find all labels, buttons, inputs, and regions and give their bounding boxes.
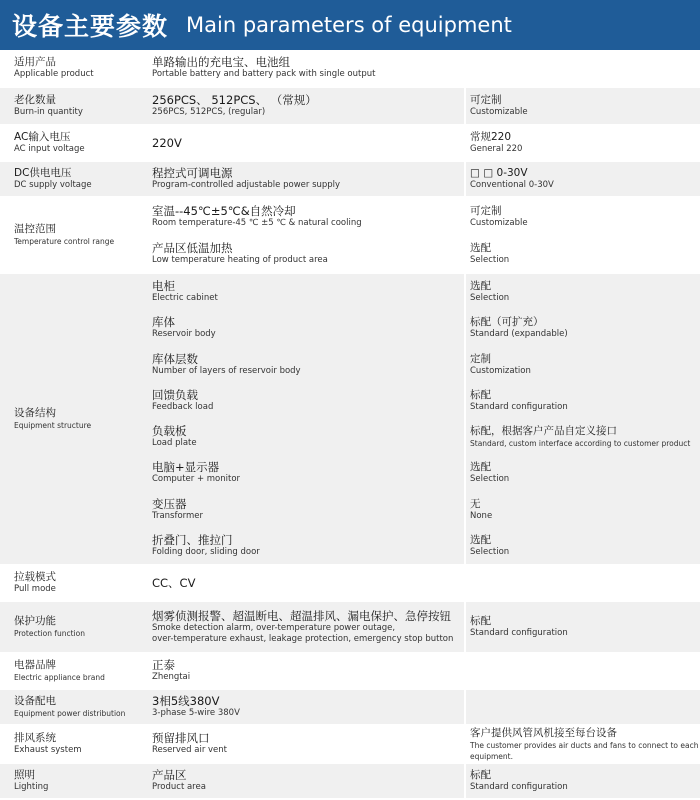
remark-cell — [466, 126, 700, 160]
value-en: Number of layers of reservoir body — [152, 365, 301, 376]
remark-zh: 可定制 — [470, 204, 502, 217]
row-label-zh: DC供电电压 — [14, 167, 72, 179]
remark-cell — [466, 654, 700, 688]
row-values — [148, 198, 700, 272]
value-line — [148, 274, 700, 310]
value-en: Load plate — [152, 438, 197, 449]
value-cell — [148, 347, 466, 383]
remark-zh: 选配 — [470, 280, 491, 293]
row-label-en: Exhaust system — [14, 745, 82, 755]
value-zh: 产品区低温加热 — [152, 240, 233, 255]
value-en: 256PCS, 512PCS, (regular) — [152, 107, 266, 117]
table-row — [0, 126, 700, 162]
row-label-zh: 排风系统 — [14, 732, 56, 744]
value-en: Low temperature heating of product area — [152, 254, 328, 265]
row-label-en: DC supply voltage — [14, 180, 92, 190]
value-line — [148, 50, 700, 86]
row-values — [148, 690, 700, 724]
remark-cell — [466, 50, 700, 86]
value-cell — [148, 690, 466, 724]
remark-zh: 选配 — [470, 241, 491, 254]
remark-en: Selection — [470, 474, 510, 485]
row-values — [148, 764, 700, 798]
remark-zh: 选配 — [470, 461, 491, 474]
row-label — [0, 654, 148, 688]
table-row — [0, 566, 700, 602]
remark-cell — [466, 274, 700, 310]
row-label — [0, 126, 148, 160]
remark-cell — [466, 383, 700, 419]
value-cell — [148, 235, 466, 272]
remark-en: Standard, custom interface according to customer product — [470, 439, 691, 449]
remark-cell — [466, 726, 700, 762]
table-row — [0, 198, 700, 274]
value-line — [148, 235, 700, 272]
row-label-en: Temperature control range — [14, 237, 115, 246]
page-header — [0, 0, 700, 50]
row-values — [148, 126, 700, 160]
remark-en: General 220 — [470, 144, 523, 154]
value-cell — [148, 602, 466, 652]
value-zh: 预留排风口 — [152, 731, 210, 745]
row-values — [148, 654, 700, 688]
remark-zh: 可定制 — [470, 94, 502, 106]
value-cell — [148, 50, 466, 86]
value-en: Transformer — [152, 510, 204, 521]
value-line — [148, 383, 700, 419]
remark-en: Customizable — [470, 107, 528, 117]
value-cell — [148, 492, 466, 528]
value-zh: 负载板 — [152, 424, 187, 439]
value-en: Zhengtai — [152, 672, 191, 682]
page-title-zh: 设备主要参数 — [12, 12, 169, 41]
remark-zh: 常规220 — [470, 131, 512, 143]
parameters-table — [0, 50, 700, 800]
value-line — [148, 492, 700, 528]
remark-en: Selection — [470, 254, 510, 265]
value-line — [148, 419, 700, 455]
value-zh: 折叠门、推拉门 — [152, 532, 233, 547]
row-label-en: Equipment power distribution — [14, 709, 126, 718]
value-line — [148, 566, 700, 600]
row-label-zh: 温控范围 — [14, 223, 56, 235]
value-cell — [148, 455, 466, 491]
table-row — [0, 602, 700, 654]
value-zh: 烟雾侦测报警、超温断电、超温排风、漏电保护、急停按钮 — [152, 608, 451, 623]
value-zh: 电脑+显示器 — [152, 460, 220, 475]
value-line — [148, 764, 700, 798]
remark-cell — [466, 88, 700, 124]
row-label-zh: 照明 — [14, 769, 35, 781]
remark-zh: 标配（可扩充） — [470, 316, 544, 329]
table-row — [0, 690, 700, 726]
row-values — [148, 274, 700, 564]
remark-zh: 定制 — [470, 352, 491, 365]
remark-zh: 标配，根据客户产品自定义接口 — [470, 425, 617, 438]
value-en: Reserved air vent — [152, 745, 228, 755]
row-label — [0, 50, 148, 86]
row-label-zh: 设备配电 — [14, 695, 56, 707]
remark-en: Conventional 0-30V — [470, 180, 554, 190]
value-en: Program-controlled adjustable power supply — [152, 180, 341, 190]
remark-en: Selection — [470, 293, 510, 304]
value-line — [148, 690, 700, 724]
value-en: Computer + monitor — [152, 474, 241, 485]
row-label — [0, 274, 148, 564]
row-label-en: AC input voltage — [14, 144, 85, 154]
remark-zh: 标配 — [470, 615, 491, 627]
table-row — [0, 50, 700, 88]
row-label-zh: AC输入电压 — [14, 131, 71, 143]
value-cell — [148, 654, 466, 688]
row-label-zh: 拉载模式 — [14, 571, 56, 583]
remark-zh: 无 — [470, 497, 481, 510]
remark-cell — [466, 528, 700, 564]
value-en: 3-phase 5-wire 380V — [152, 708, 240, 718]
remark-en: Standard (expandable) — [470, 329, 568, 340]
table-row — [0, 274, 700, 566]
remark-zh: 标配 — [470, 769, 491, 781]
value-zh: CC、CV — [152, 575, 196, 590]
remark-zh: 选配 — [470, 533, 491, 546]
value-line — [148, 455, 700, 491]
value-cell — [148, 566, 466, 600]
remark-zh: 标配 — [470, 388, 491, 401]
value-line — [148, 347, 700, 383]
remark-en: The customer provides air ducts and fans to connect to each equipment. — [470, 740, 699, 761]
remark-cell — [466, 419, 700, 455]
row-label — [0, 726, 148, 762]
value-zh: 库体层数 — [152, 351, 198, 366]
table-row — [0, 726, 700, 764]
table-row — [0, 764, 700, 800]
value-cell — [148, 126, 466, 160]
value-cell — [148, 726, 466, 762]
value-en: Room temperature-45 ℃ ±5 ℃ & natural cooling — [152, 217, 362, 228]
remark-en: Standard configuration — [470, 782, 568, 792]
row-values — [148, 726, 700, 762]
remark-en: Standard configuration — [470, 628, 568, 638]
remark-en: Standard configuration — [470, 401, 568, 412]
value-zh: 变压器 — [152, 496, 187, 511]
row-label-zh: 保护功能 — [14, 615, 56, 627]
value-line — [148, 602, 700, 652]
row-label-en: Equipment structure — [14, 421, 92, 430]
remark-cell — [466, 162, 700, 196]
remark-en: Selection — [470, 546, 510, 557]
value-line — [148, 310, 700, 346]
value-en: Electric cabinet — [152, 293, 218, 304]
value-cell — [148, 274, 466, 310]
remark-cell — [466, 764, 700, 798]
row-label — [0, 566, 148, 600]
value-cell — [148, 419, 466, 455]
value-line — [148, 162, 700, 196]
value-cell — [148, 162, 466, 196]
remark-cell — [466, 347, 700, 383]
remark-zh: 客户提供风管风机接至每台设备 — [470, 726, 617, 739]
value-en: Reservoir body — [152, 329, 216, 340]
value-zh: 3相5线380V — [152, 694, 220, 708]
remark-en: None — [470, 510, 493, 521]
page-title-en: Main parameters of equipment — [186, 13, 512, 37]
value-line — [148, 528, 700, 564]
value-cell — [148, 528, 466, 564]
row-label-en: Protection function — [14, 629, 85, 638]
row-label-zh: 电器品牌 — [14, 659, 56, 671]
row-values — [148, 162, 700, 196]
value-zh: 单路输出的充电宝、电池组 — [152, 55, 290, 69]
value-en: Folding door, sliding door — [152, 546, 260, 557]
value-en: Feedback load — [152, 401, 214, 412]
remark-cell — [466, 566, 700, 600]
row-values — [148, 566, 700, 600]
remark-cell — [466, 492, 700, 528]
value-cell — [148, 88, 466, 124]
remark-cell — [466, 690, 700, 724]
value-cell — [148, 383, 466, 419]
table-row — [0, 88, 700, 126]
row-label-zh: 适用产品 — [14, 56, 56, 68]
row-label-en: Burn-in quantity — [14, 107, 83, 117]
remark-cell — [466, 310, 700, 346]
value-en: Product area — [152, 782, 206, 792]
value-zh: 程控式可调电源 — [152, 166, 233, 180]
row-label-zh: 老化数量 — [14, 94, 56, 106]
value-line — [148, 198, 700, 235]
remark-cell — [466, 235, 700, 272]
remark-cell — [466, 455, 700, 491]
value-cell — [148, 764, 466, 798]
value-zh: 220V — [152, 135, 182, 150]
value-zh: 室温--45℃±5℃&自然冷却 — [152, 203, 296, 218]
table-row — [0, 162, 700, 198]
value-line — [148, 726, 700, 762]
value-cell — [148, 198, 466, 235]
value-zh: 电柜 — [152, 279, 175, 294]
value-en-line2: over-temperature exhaust, leakage protection, emergency stop button — [152, 633, 454, 644]
value-cell — [148, 310, 466, 346]
value-line — [148, 88, 700, 124]
value-en: Portable battery and battery pack with single output — [152, 69, 376, 79]
value-line — [148, 654, 700, 688]
row-label — [0, 602, 148, 652]
value-zh: 回馈负载 — [152, 387, 198, 402]
row-label — [0, 162, 148, 196]
remark-cell — [466, 198, 700, 235]
row-label-en: Lighting — [14, 782, 49, 792]
row-label-en: Electric appliance brand — [14, 673, 105, 682]
table-row — [0, 654, 700, 690]
remark-cell — [466, 602, 700, 652]
value-zh: 产品区 — [152, 768, 187, 782]
row-label — [0, 764, 148, 798]
row-label-en: Applicable product — [14, 69, 94, 79]
row-values — [148, 602, 700, 652]
value-zh: 正泰 — [152, 658, 175, 672]
row-values — [148, 50, 700, 86]
row-label — [0, 198, 148, 272]
value-line — [148, 126, 700, 160]
value-zh: 库体 — [152, 315, 175, 330]
value-en: Smoke detection alarm, over-temperature power outage, — [152, 622, 396, 633]
remark-en: Customization — [470, 365, 531, 376]
value-zh: 256PCS、 512PCS、 （常规） — [152, 93, 317, 107]
row-label — [0, 690, 148, 724]
row-values — [148, 88, 700, 124]
remark-zh: □ □ 0-30V — [470, 167, 528, 179]
row-label-en: Pull mode — [14, 584, 56, 594]
row-label — [0, 88, 148, 124]
row-label-zh: 设备结构 — [14, 407, 56, 419]
remark-en: Customizable — [470, 217, 528, 228]
